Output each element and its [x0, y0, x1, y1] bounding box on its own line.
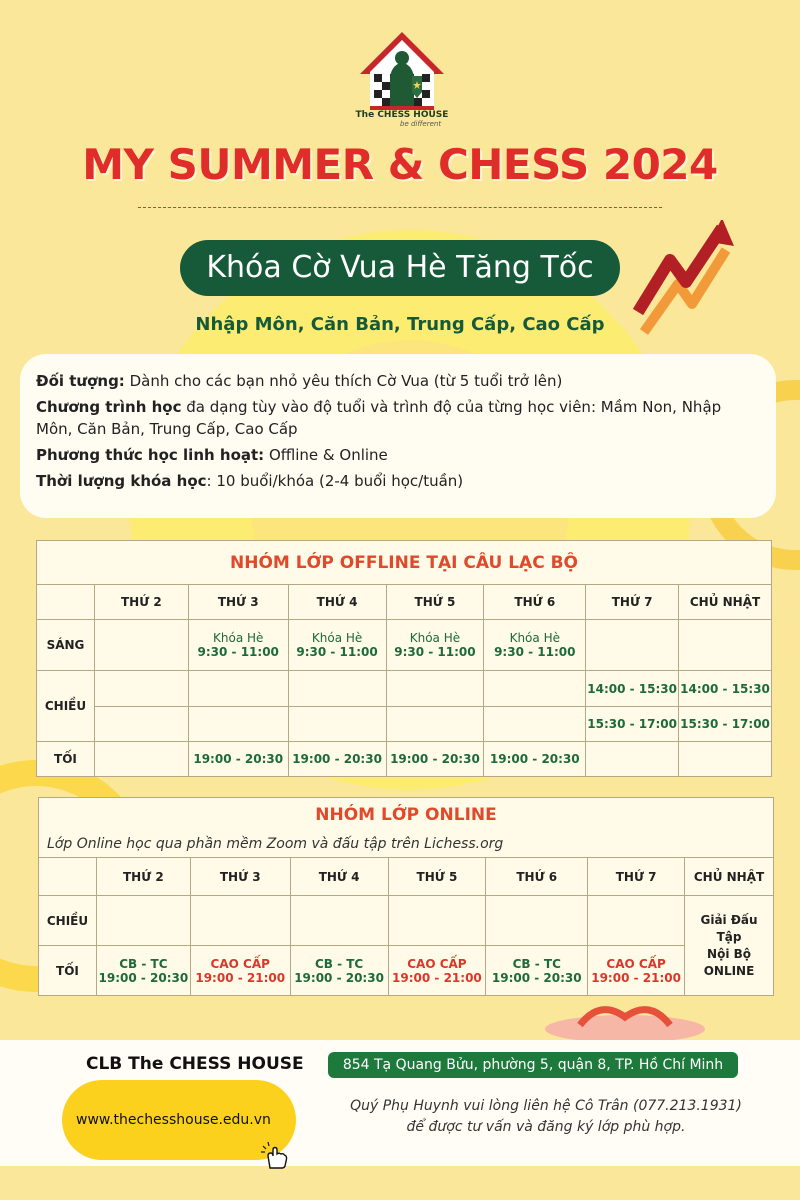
audience-value: Dành cho các bạn nhỏ yêu thích Cờ Vua (từ 5 tuổi trở lên)	[124, 372, 563, 390]
schedule-cell	[386, 707, 484, 742]
website-link[interactable]: www.thechesshouse.edu.vn	[76, 1112, 271, 1128]
class-level: CAO CẤP	[210, 956, 270, 971]
schedule-cell	[96, 896, 190, 946]
class-time: 9:30 - 11:00	[494, 645, 576, 659]
course-info-card	[20, 354, 776, 518]
class-time: 19:00 - 20:30	[491, 970, 582, 985]
class-name: Khóa Hè	[409, 631, 461, 645]
schedule-cell: 14:00 - 15:30	[679, 671, 772, 707]
class-name: Khóa Hè	[213, 631, 264, 645]
contact-note	[316, 1096, 776, 1138]
sunday-line: Giải Đấu	[700, 912, 758, 927]
class-time: 19:00 - 20:30	[98, 970, 189, 985]
class-time: 9:30 - 11:00	[394, 645, 476, 659]
course-levels: Nhập Môn, Căn Bản, Trung Cấp, Cao Cấp	[195, 314, 605, 335]
pointer-hand-icon	[258, 1140, 290, 1170]
schedule-cell	[679, 620, 772, 671]
header-day: THỨ 6	[484, 585, 586, 620]
duration-line	[36, 470, 760, 492]
header-day: THỨ 3	[188, 585, 288, 620]
schedule-cell	[190, 896, 290, 946]
schedule-cell	[94, 671, 188, 707]
header-day: THỨ 2	[96, 858, 190, 896]
row-label-evening: TỐI	[37, 742, 95, 777]
course-title-pill: Khóa Cờ Vua Hè Tăng Tốc	[180, 240, 620, 296]
schedule-cell	[188, 671, 288, 707]
row-label-afternoon: CHIỀU	[37, 671, 95, 742]
duration-value: : 10 buổi/khóa (2-4 buổi học/tuần)	[206, 472, 464, 490]
sunday-tournament-cell	[685, 896, 774, 996]
schedule-cell	[586, 742, 679, 777]
schedule-cell	[486, 946, 588, 996]
schedule-cell	[188, 707, 288, 742]
header-blank	[39, 858, 97, 896]
class-name: Khóa Hè	[311, 631, 363, 645]
header-day: THỨ 5	[386, 585, 484, 620]
header-blank	[37, 585, 95, 620]
online-schedule-table	[38, 797, 774, 996]
schedule-cell	[388, 946, 486, 996]
schedule-cell	[290, 896, 388, 946]
header-day: THỨ 2	[94, 585, 188, 620]
header-day: THỨ 7	[588, 858, 685, 896]
row-label-afternoon: CHIỀU	[39, 896, 97, 946]
schedule-cell	[486, 896, 588, 946]
schedule-cell: 19:00 - 20:30	[288, 742, 386, 777]
header-day: THỨ 5	[388, 858, 486, 896]
schedule-cell	[484, 620, 586, 671]
class-level: CB - TC	[119, 956, 168, 971]
schedule-cell	[679, 742, 772, 777]
header-day: THỨ 6	[486, 858, 588, 896]
schedule-cell: 15:30 - 17:00	[586, 707, 679, 742]
method-line	[36, 444, 760, 466]
club-name: CLB The CHESS HOUSE	[86, 1054, 304, 1074]
class-time: 19:00 - 21:00	[591, 970, 681, 985]
logo-name: The CHESS HOUSE	[355, 110, 449, 120]
schedule-cell	[388, 896, 486, 946]
schedule-cell	[386, 671, 484, 707]
class-level: CB - TC	[512, 956, 561, 971]
schedule-cell: 15:30 - 17:00	[679, 707, 772, 742]
schedule-cell	[386, 620, 484, 671]
address-badge: 854 Tạ Quang Bửu, phường 5, quận 8, TP. Hồ Chí Minh	[328, 1052, 738, 1078]
audience-label: Đối tượng:	[36, 372, 125, 390]
contact-line: để được tư vấn và đăng ký lớp phù hợp.	[406, 1119, 686, 1135]
method-label: Phương thức học linh hoạt:	[36, 446, 265, 464]
class-level: CAO CẤP	[407, 956, 467, 971]
row-label-evening: TỐI	[39, 946, 97, 996]
schedule-cell	[588, 896, 685, 946]
schedule-cell	[188, 620, 288, 671]
schedule-cell	[290, 946, 388, 996]
program-line	[36, 396, 760, 440]
header-day: THỨ 7	[586, 585, 679, 620]
schedule-cell	[190, 946, 290, 996]
class-time: 9:30 - 11:00	[296, 645, 378, 659]
sunday-line: Tập	[716, 929, 742, 944]
schedule-cell	[484, 707, 586, 742]
online-heading: NHÓM LỚP ONLINE	[39, 798, 774, 832]
schedule-cell	[288, 707, 386, 742]
schedule-cell	[288, 671, 386, 707]
page-title: MY SUMMER & CHESS 2024	[82, 140, 718, 189]
title-divider	[138, 207, 662, 208]
schedule-cell	[588, 946, 685, 996]
class-time: 19:00 - 20:30	[294, 970, 384, 985]
offline-heading: NHÓM LỚP OFFLINE TẠI CÂU LẠC BỘ	[37, 541, 772, 585]
class-time: 9:30 - 11:00	[197, 645, 279, 659]
class-time: 19:00 - 21:00	[195, 970, 286, 985]
schedule-cell: 19:00 - 20:30	[188, 742, 288, 777]
sunday-line: Nội Bộ	[707, 946, 751, 961]
flip-flop-decoration-icon	[540, 995, 710, 1045]
schedule-cell	[94, 620, 188, 671]
sunday-line: ONLINE	[703, 963, 755, 978]
schedule-cell: 19:00 - 20:30	[484, 742, 586, 777]
program-label: Chương trình học	[36, 398, 182, 416]
schedule-cell: 19:00 - 20:30	[386, 742, 484, 777]
schedule-cell: 14:00 - 15:30	[586, 671, 679, 707]
class-time: 19:00 - 21:00	[392, 970, 482, 985]
row-label-morning: SÁNG	[37, 620, 95, 671]
header-day: THỨ 4	[290, 858, 388, 896]
header-day: THỨ 4	[288, 585, 386, 620]
schedule-cell	[288, 620, 386, 671]
schedule-cell	[94, 707, 188, 742]
duration-label: Thời lượng khóa học	[36, 472, 207, 490]
method-value: Offline & Online	[264, 446, 388, 464]
schedule-cell	[586, 620, 679, 671]
audience-line	[36, 370, 760, 392]
footer-strip	[0, 1166, 800, 1200]
schedule-cell	[94, 742, 188, 777]
contact-line: Quý Phụ Huynh vui lòng liên hệ Cô Trân (077.213.1931)	[350, 1098, 742, 1114]
online-subtitle: Lớp Online học qua phần mềm Zoom và đấu tập trên Lichess.org	[39, 832, 774, 858]
schedule-cell	[484, 671, 586, 707]
header-day: CHỦ NHẬT	[679, 585, 772, 620]
schedule-cell	[96, 946, 190, 996]
header-day: THỨ 3	[190, 858, 290, 896]
header-day: CHỦ NHẬT	[685, 858, 774, 896]
logo-tagline: be different	[400, 120, 442, 128]
class-level: CB - TC	[314, 956, 364, 971]
class-level: CAO CẤP	[606, 956, 666, 971]
offline-schedule-table	[36, 540, 772, 777]
program-value: đa dạng tùy vào độ tuổi và trình độ của từng học viên: Mầm Non, Nhập Môn, Căn Bản, Trung Cấp, Cao Cấp	[36, 398, 722, 438]
class-name: Khóa Hè	[509, 631, 560, 645]
